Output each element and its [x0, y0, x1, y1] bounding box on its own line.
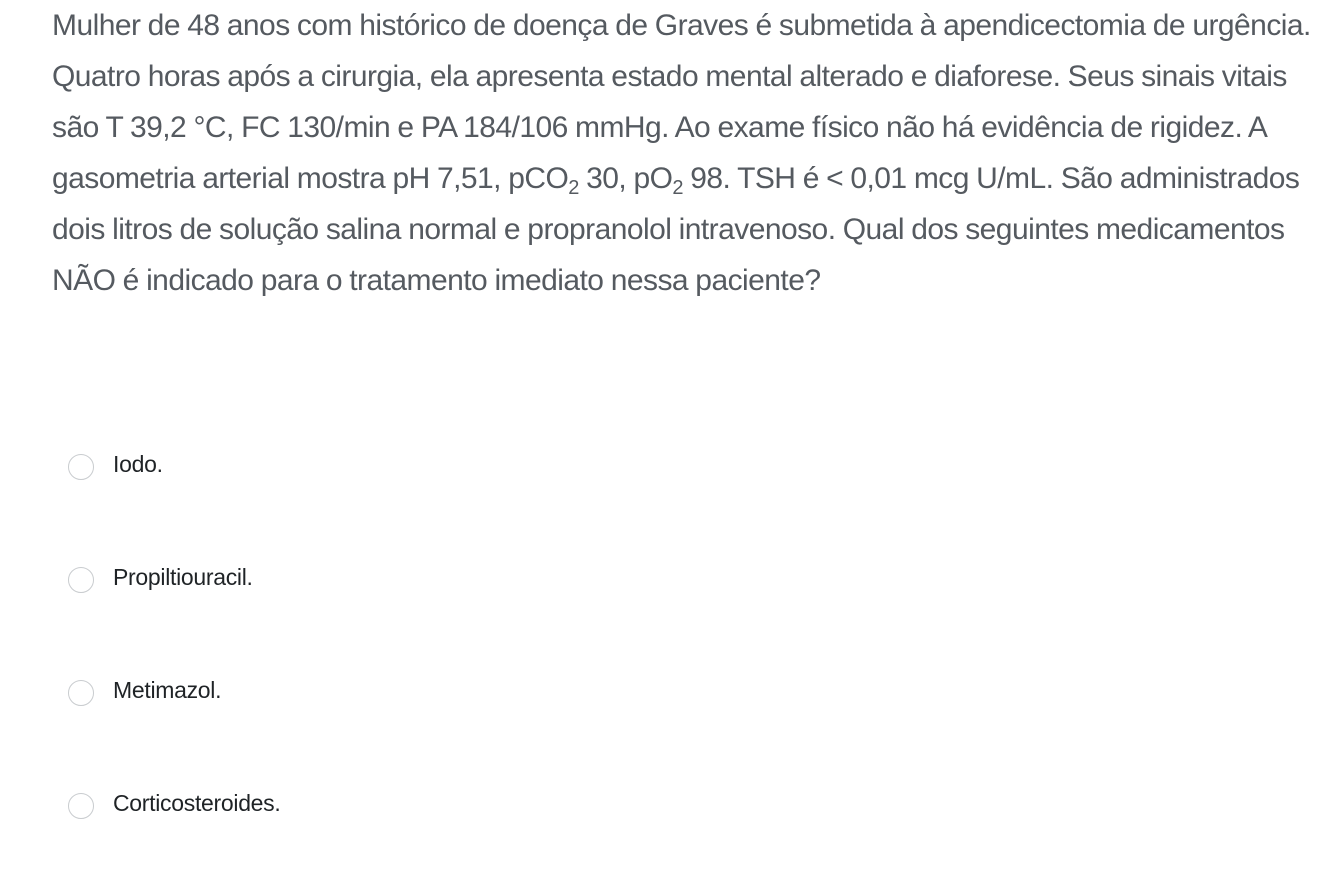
option-propiltiouracil[interactable]: [68, 561, 253, 593]
question-part-2: 30, pO: [578, 162, 673, 195]
question-part-3: 98. TSH é < 0,01 mcg U/mL. São administrados dois litros de solução salina normal e propranolol intravenoso. Qual dos seguintes medicamentos NÃO é indicado para o tratamento imediato nessa paciente?: [52, 162, 1300, 297]
option-corticosteroides[interactable]: [68, 787, 280, 819]
radio-button[interactable]: [68, 454, 94, 480]
radio-button[interactable]: [68, 567, 94, 593]
option-label: Corticosteroides.: [113, 789, 281, 816]
option-metimazol[interactable]: [68, 674, 221, 706]
o2-subscript: 2: [672, 177, 683, 199]
option-label: Propiltiouracil.: [113, 563, 253, 590]
option-label: Iodo.: [113, 450, 163, 477]
option-label: Metimazol.: [113, 676, 222, 703]
radio-button[interactable]: [68, 793, 94, 819]
option-iodo[interactable]: [68, 448, 163, 480]
question-text: [52, 0, 1322, 306]
question-part-1: Mulher de 48 anos com histórico de doença de Graves é submetida à apendicectomia de urgência. Quatro horas após a cirurgia, ela apresenta estado mental alterado e diaforese. Seus sinais vitais são T 39,2 °C, FC 130/min e PA 184/106 mmHg. Ao exame físico não há evidência de rigidez. A gasometria arterial mostra pH 7,51, pCO: [52, 9, 1311, 195]
co2-subscript: 2: [568, 177, 579, 199]
radio-button[interactable]: [68, 680, 94, 706]
